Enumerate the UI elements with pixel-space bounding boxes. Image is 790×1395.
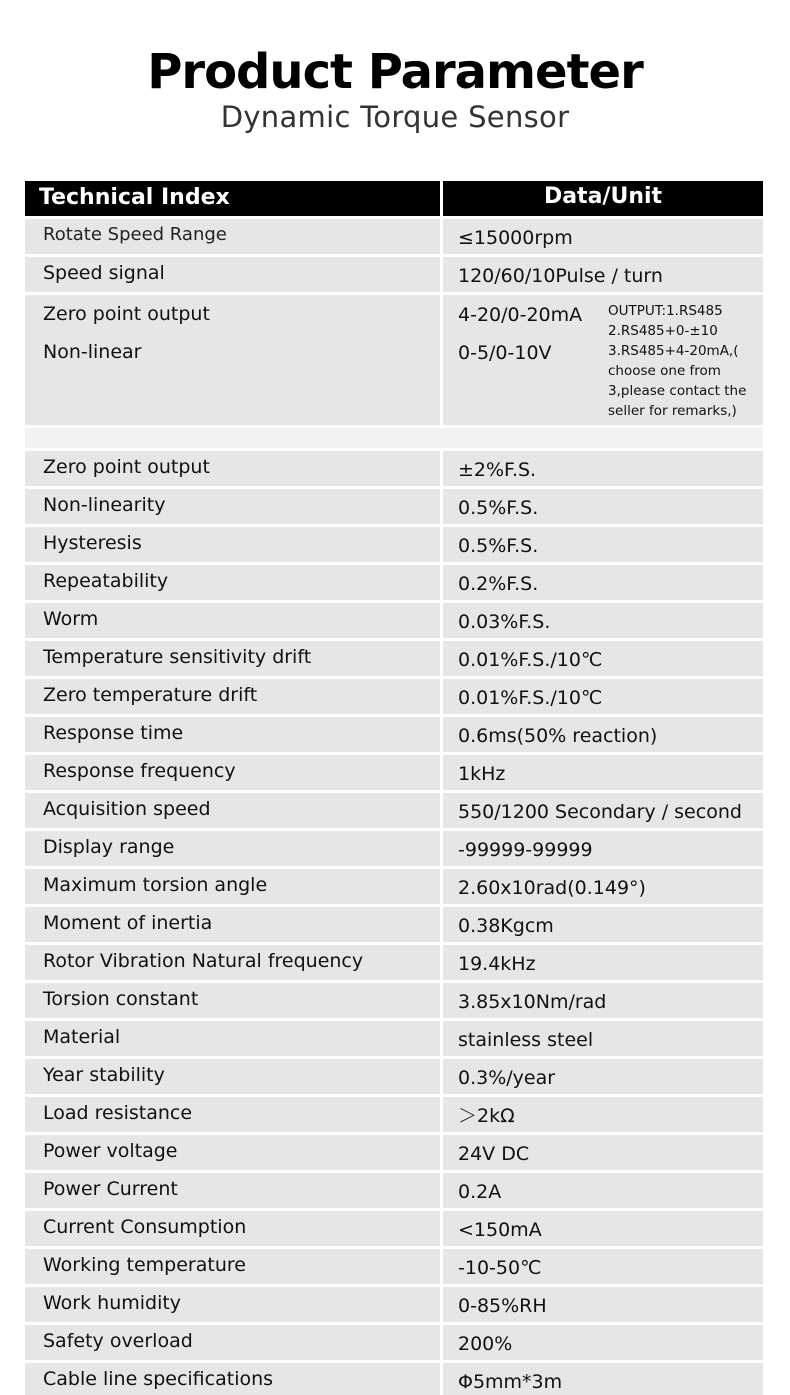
table-row — [25, 1097, 763, 1132]
row-label: Zero point output — [25, 451, 440, 486]
table-row — [25, 1021, 763, 1056]
section-gap — [25, 428, 763, 448]
table-row — [25, 679, 763, 714]
row-label: Working temperature — [25, 1249, 440, 1284]
table-row — [25, 1211, 763, 1246]
table-row — [25, 1059, 763, 1094]
spec-table — [25, 181, 763, 1395]
table-row — [25, 793, 763, 828]
page-title: Product Parameter — [147, 44, 643, 100]
output-options-row — [25, 295, 763, 425]
row-label: Maximum torsion angle — [25, 869, 440, 904]
row-value: 4-20/0-20mA — [458, 304, 583, 326]
row-value: 0.6ms(50% reaction) — [443, 717, 763, 752]
row-value: 120/60/10Pulse / turn — [443, 257, 763, 292]
row-label: Response frequency — [25, 755, 440, 790]
table-row — [25, 983, 763, 1018]
row-label: Speed signal — [25, 257, 440, 292]
table-row — [25, 527, 763, 562]
column-header-data-unit: Data/Unit — [543, 184, 663, 209]
table-row — [25, 1249, 763, 1284]
page-subtitle: Dynamic Torque Sensor — [220, 100, 570, 134]
row-label: Moment of inertia — [25, 907, 440, 942]
row-value: 550/1200 Secondary / second — [443, 793, 763, 828]
row-label: Zero point output — [43, 303, 210, 325]
row-value: 0.03%F.S. — [443, 603, 763, 638]
row-label: Current Consumption — [25, 1211, 440, 1246]
table-row — [25, 831, 763, 866]
table-row — [25, 565, 763, 600]
table-row — [25, 603, 763, 638]
row-label: Non-linearity — [25, 489, 440, 524]
row-label: Worm — [25, 603, 440, 638]
row-label: Rotate Speed Range — [25, 219, 440, 254]
table-row — [25, 717, 763, 752]
table-row — [25, 1363, 763, 1395]
row-label: Acquisition speed — [25, 793, 440, 828]
table-row — [25, 1287, 763, 1322]
table-row — [25, 907, 763, 942]
row-label: Display range — [25, 831, 440, 866]
row-value: -99999-99999 — [443, 831, 763, 866]
table-row — [25, 755, 763, 790]
row-label: Temperature sensitivity drift — [25, 641, 440, 676]
row-value: 0.3%/year — [443, 1059, 763, 1094]
table-row — [25, 945, 763, 980]
row-value: 200% — [443, 1325, 763, 1360]
row-value: 0.2A — [443, 1173, 763, 1208]
row-label: Non-linear — [43, 341, 142, 363]
output-note: OUTPUT:1.RS485 2.RS485+0-±10 3.RS485+4-20mA,( choose one from 3,please contact the seller for remarks,) — [608, 303, 747, 419]
table-row — [25, 257, 763, 292]
row-label: Year stability — [25, 1059, 440, 1094]
table-row — [25, 1135, 763, 1170]
row-value: 0-85%RH — [443, 1287, 763, 1322]
row-value: 0.01%F.S./10℃ — [443, 641, 763, 676]
row-value: 24V DC — [443, 1135, 763, 1170]
row-label: Hysteresis — [25, 527, 440, 562]
row-label: Material — [25, 1021, 440, 1056]
row-value: Φ5mm*3m — [443, 1363, 763, 1395]
row-value: 2.60x10rad(0.149°) — [443, 869, 763, 904]
row-label: Safety overload — [25, 1325, 440, 1360]
row-value: 0.2%F.S. — [443, 565, 763, 600]
table-row — [25, 1325, 763, 1360]
row-value: 0.5%F.S. — [443, 489, 763, 524]
row-value: 0-5/0-10V — [458, 342, 552, 364]
row-value: 0.01%F.S./10℃ — [443, 679, 763, 714]
row-value: 0.38Kgcm — [443, 907, 763, 942]
table-row — [25, 219, 763, 254]
row-label: Rotor Vibration Natural frequency — [25, 945, 440, 980]
row-label: Load resistance — [25, 1097, 440, 1132]
row-label: Cable line specifications — [25, 1363, 440, 1395]
row-value: <150mA — [443, 1211, 763, 1246]
row-value: 19.4kHz — [443, 945, 763, 980]
row-value: 3.85x10Nm/rad — [443, 983, 763, 1018]
table-row — [25, 489, 763, 524]
row-label: Power voltage — [25, 1135, 440, 1170]
row-label: Power Current — [25, 1173, 440, 1208]
row-label: Repeatability — [25, 565, 440, 600]
column-header-technical-index: Technical Index — [39, 185, 230, 210]
row-value: ＞2kΩ — [443, 1097, 763, 1132]
table-row — [25, 641, 763, 676]
table-row — [25, 869, 763, 904]
row-value: ±2%F.S. — [443, 451, 763, 486]
table-header — [25, 181, 763, 216]
row-value: 1kHz — [443, 755, 763, 790]
row-label: Zero temperature drift — [25, 679, 440, 714]
table-row — [25, 451, 763, 486]
row-label: Response time — [25, 717, 440, 752]
row-value: -10-50℃ — [443, 1249, 763, 1284]
row-value: stainless steel — [443, 1021, 763, 1056]
row-value: ≤15000rpm — [443, 219, 763, 254]
row-value: 0.5%F.S. — [443, 527, 763, 562]
row-label: Torsion constant — [25, 983, 440, 1018]
row-label: Work humidity — [25, 1287, 440, 1322]
table-row — [25, 1173, 763, 1208]
